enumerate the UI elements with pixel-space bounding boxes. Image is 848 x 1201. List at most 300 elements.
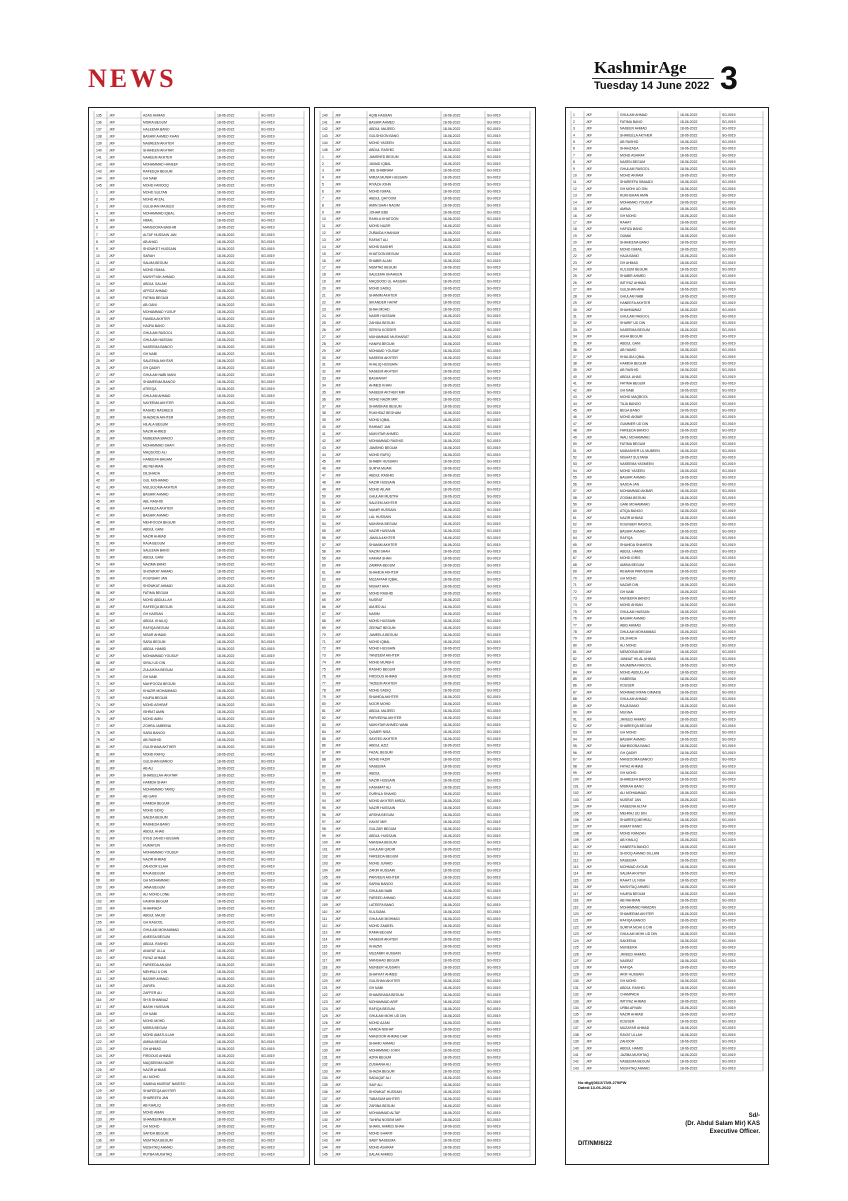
row-code: SG-0019	[722, 737, 736, 742]
id-number: JKF	[335, 715, 342, 720]
row-code: SG-0019	[261, 492, 275, 497]
table-row	[320, 979, 530, 984]
row-date: 18-06-2022	[680, 327, 698, 332]
row-date: 18-06-2022	[443, 896, 461, 901]
id-number: JKF	[335, 729, 342, 734]
table-row	[571, 355, 763, 360]
table-row	[571, 643, 763, 648]
table-row	[94, 640, 304, 645]
applicant-name: NAZIR AHMAD	[620, 1012, 644, 1017]
row-date: 18-06-2022	[217, 324, 235, 329]
table-row	[571, 200, 763, 205]
serial-number: 94	[322, 799, 326, 804]
table-row	[320, 813, 530, 818]
applicant-name: SALEEMA BANO	[143, 548, 170, 553]
id-number: JKF	[109, 625, 116, 630]
table-row	[320, 958, 530, 963]
id-number: JKF	[586, 677, 593, 682]
serial-number: 133	[96, 1117, 102, 1122]
serial-number: 84	[96, 773, 100, 778]
applicant-name: ABDUL GANI	[143, 555, 164, 560]
row-date: 18-06-2022	[680, 972, 698, 977]
table-row	[94, 1005, 304, 1010]
table-row	[320, 1055, 530, 1060]
id-number: JKF	[109, 913, 116, 918]
serial-number: 50	[96, 534, 100, 539]
serial-number: 30	[322, 355, 326, 360]
applicant-name: JAMILA AKHTER	[369, 535, 396, 540]
row-date: 18-06-2022	[443, 577, 461, 582]
applicant-name: AMJED ALI	[369, 605, 387, 610]
applicant-name: FATIMA BEGUM	[143, 590, 169, 595]
row-code: SG-0019	[722, 475, 736, 480]
row-code: SG-0019	[261, 309, 275, 314]
applicant-name: SAKEENA	[620, 938, 637, 943]
id-number: JKF	[586, 421, 593, 426]
row-code: SG-0019	[487, 1034, 501, 1039]
serial-number: 29	[573, 301, 577, 306]
applicant-name: MUSHTAQ AHMAD	[143, 1145, 173, 1150]
applicant-name: RASHEDA BANO	[143, 822, 170, 827]
applicant-name: AB AHAD	[143, 239, 158, 244]
table-row	[571, 214, 763, 219]
row-date: 18-06-2022	[680, 650, 698, 655]
table-row	[571, 570, 763, 575]
row-date: 18-06-2022	[443, 563, 461, 568]
id-number: JKF	[586, 381, 593, 386]
row-code: SG-0019	[487, 501, 501, 506]
row-date: 18-06-2022	[443, 1117, 461, 1122]
serial-number: 13	[573, 193, 577, 198]
serial-number: 20	[96, 324, 100, 329]
table-row	[320, 439, 530, 444]
serial-number: 35	[96, 429, 100, 434]
serial-number: 128	[573, 965, 579, 970]
row-date: 18-06-2022	[217, 1089, 235, 1094]
table-row	[94, 198, 304, 203]
applicant-name: ABDUL KHALIQ	[143, 618, 168, 623]
table-row	[571, 167, 763, 172]
row-code: SG-0019	[487, 307, 501, 312]
applicant-name: GH RASOOL	[143, 920, 164, 925]
row-code: SG-0019	[487, 383, 501, 388]
applicant-name: MOHD AMIN	[143, 717, 163, 722]
serial-number: 88	[96, 801, 100, 806]
row-code: SG-0019	[487, 1069, 501, 1074]
id-number: JKF	[335, 397, 342, 402]
serial-number: 10	[96, 253, 100, 258]
table-row	[571, 113, 763, 118]
serial-number: 62	[96, 618, 100, 623]
applicant-name: ABDUL MAJID	[143, 913, 166, 918]
applicant-name: ZOOMA BEGUM	[620, 495, 646, 500]
row-code: SG-0019	[487, 175, 501, 180]
table-row	[94, 598, 304, 603]
row-code: SG-0019	[722, 166, 736, 171]
row-code: SG-0019	[261, 120, 275, 125]
serial-number: 103	[96, 906, 102, 911]
table-row	[571, 872, 763, 877]
row-date: 18-06-2022	[443, 1076, 461, 1081]
serial-number: 58	[96, 590, 100, 595]
table-row	[571, 133, 763, 138]
applicant-name: NAZIR AHMAD	[143, 1068, 167, 1073]
applicant-name: KHALIDA IQBAL	[620, 354, 646, 359]
row-code: SG-0019	[722, 831, 736, 836]
id-number: JKF	[586, 415, 593, 420]
row-code: SG-0019	[261, 134, 275, 139]
row-code: SG-0019	[487, 231, 501, 236]
table-row	[320, 737, 530, 742]
table-row	[320, 626, 530, 631]
table-row	[94, 1152, 304, 1157]
serial-number: 77	[322, 681, 326, 686]
row-code: SG-0019	[722, 542, 736, 547]
id-number: JKF	[586, 1026, 593, 1031]
id-number: JKF	[335, 785, 342, 790]
serial-number: 13	[96, 274, 100, 279]
serial-number: 105	[96, 920, 102, 925]
id-number: JKF	[335, 189, 342, 194]
applicant-name: HAJIRA BEGUM	[143, 899, 169, 904]
table-row	[571, 892, 763, 897]
row-date: 18-06-2022	[680, 603, 698, 608]
row-code: SG-0019	[487, 729, 501, 734]
row-code: SG-0019	[261, 864, 275, 869]
row-code: SG-0019	[487, 341, 501, 346]
applicant-name: MUKHTAR AHMED WANI	[369, 722, 409, 727]
serial-number: 61	[322, 570, 326, 575]
row-code: SG-0019	[261, 857, 275, 862]
id-number: JKF	[109, 976, 116, 981]
row-code: SG-0019	[722, 824, 736, 829]
row-code: SG-0019	[722, 885, 736, 890]
table-row	[320, 598, 530, 603]
id-number: JKF	[586, 254, 593, 259]
serial-number: 20	[322, 286, 326, 291]
table-row	[94, 268, 304, 273]
serial-number: 56	[322, 535, 326, 540]
serial-number: 40	[96, 464, 100, 469]
row-code: SG-0019	[487, 404, 501, 409]
id-number: JKF	[335, 570, 342, 575]
table-row	[571, 986, 763, 991]
serial-number: 137	[573, 1026, 579, 1031]
serial-number: 136	[322, 1090, 328, 1095]
serial-number: 12	[573, 186, 577, 191]
serial-number: 139	[573, 1039, 579, 1044]
id-number: JKF	[335, 528, 342, 533]
row-code: SG-0019	[261, 331, 275, 336]
applicant-name: NASEN BEGUM	[620, 160, 646, 165]
row-date: 18-06-2022	[217, 787, 235, 792]
serial-number: 20	[573, 240, 577, 245]
serial-number: 75	[322, 667, 326, 672]
table-row	[571, 227, 763, 232]
table-row	[320, 654, 530, 659]
id-number: JKF	[109, 478, 116, 483]
row-code: SG-0019	[261, 1096, 275, 1101]
row-code: SG-0019	[487, 958, 501, 963]
table-row	[571, 717, 763, 722]
row-date: 18-06-2022	[680, 885, 698, 890]
row-code: SG-0019	[722, 905, 736, 910]
row-date: 18-06-2022	[217, 990, 235, 995]
row-code: SG-0019	[261, 590, 275, 595]
table-row	[571, 737, 763, 742]
table-row	[320, 550, 530, 555]
serial-number: 7	[322, 196, 324, 201]
row-date: 18-06-2022	[680, 703, 698, 708]
row-date: 18-06-2022	[680, 737, 698, 742]
row-date: 18-06-2022	[217, 513, 235, 518]
id-number: JKF	[335, 757, 342, 762]
row-date: 18-06-2022	[217, 1026, 235, 1031]
row-date: 18-06-2022	[217, 394, 235, 399]
row-date: 18-06-2022	[680, 240, 698, 245]
applicant-name: SHAKIL AHMED SHAH	[369, 1124, 405, 1129]
table-row	[94, 738, 304, 743]
row-code: SG-0019	[722, 220, 736, 225]
serial-number: 107	[322, 889, 328, 894]
applicant-name: NAHEEM AKHTER	[143, 155, 173, 160]
row-code: SG-0019	[722, 502, 736, 507]
table-row	[320, 758, 530, 763]
id-number: JKF	[109, 632, 116, 637]
serial-number: 14	[573, 200, 577, 205]
table-row	[320, 834, 530, 839]
applicant-name: RAHAT	[620, 220, 632, 225]
applicant-name: AB RASHID	[620, 139, 639, 144]
serial-number: 54	[96, 562, 100, 567]
row-code: SG-0019	[261, 555, 275, 560]
serial-number: 127	[573, 958, 579, 963]
row-date: 18-06-2022	[217, 927, 235, 932]
row-code: SG-0019	[487, 238, 501, 243]
serial-number: 53	[573, 462, 577, 467]
row-code: SG-0019	[722, 1032, 736, 1037]
row-date: 18-06-2022	[680, 643, 698, 648]
row-code: SG-0019	[261, 1019, 275, 1024]
table-row	[571, 576, 763, 581]
applicant-name: BASHIR AHMAD	[143, 492, 169, 497]
row-code: SG-0019	[487, 1076, 501, 1081]
row-code: SG-0019	[487, 764, 501, 769]
table-row	[571, 664, 763, 669]
row-code: SG-0019	[487, 903, 501, 908]
applicant-name: HABEEBA	[620, 677, 637, 682]
applicant-name: SURIYA MOHI U DIN	[620, 925, 653, 930]
row-date: 18-06-2022	[443, 383, 461, 388]
serial-number: 96	[573, 750, 577, 755]
applicant-name: SHAKEELAH AKHTAR	[143, 773, 178, 778]
row-date: 18-06-2022	[217, 443, 235, 448]
applicant-name: MUNEER HUSSAIN	[369, 965, 400, 970]
id-number: JKF	[335, 307, 342, 312]
notice-column-3	[565, 107, 769, 1165]
applicant-name: SHAREEQA BEGUM	[620, 724, 653, 729]
applicant-name: HAJRA BEGUM	[143, 696, 168, 701]
row-code: SG-0019	[261, 197, 275, 202]
row-code: SG-0019	[487, 868, 501, 873]
serial-number: 91	[96, 822, 100, 827]
row-date: 18-06-2022	[680, 435, 698, 440]
applicant-name: SAJIDA JAN	[620, 482, 640, 487]
row-date: 18-06-2022	[443, 944, 461, 949]
table-row	[571, 1006, 763, 1011]
row-date: 18-06-2022	[217, 653, 235, 658]
row-date: 18-06-2022	[443, 930, 461, 935]
applicant-name: NASRAT	[620, 958, 634, 963]
applicant-name: RAFIQA BEGUM	[143, 625, 169, 630]
applicant-name: AQIB HASSAN	[369, 113, 392, 118]
table-row	[94, 212, 304, 217]
id-number: JKF	[109, 169, 116, 174]
table-row	[571, 422, 763, 427]
applicant-name: MOHD RAFIQ	[369, 452, 391, 457]
applicant-name: NASEEM AKHTER	[369, 937, 398, 942]
applicant-name: MOHD MAQBOOL	[620, 395, 649, 400]
applicant-name: SHOWKET HUSSAIN	[143, 246, 177, 251]
serial-number: 47	[322, 473, 326, 478]
id-number: JKF	[586, 388, 593, 393]
row-date: 18-06-2022	[680, 287, 698, 292]
id-number: JKF	[335, 556, 342, 561]
applicant-name: MOHD SADIQ	[369, 286, 391, 291]
table-row	[571, 657, 763, 662]
serial-number: 72	[573, 589, 577, 594]
id-number: JKF	[109, 534, 116, 539]
row-date: 18-06-2022	[680, 952, 698, 957]
row-code: SG-0019	[722, 368, 736, 373]
applicant-name: MISRA BEGUM	[143, 1026, 167, 1031]
id-number: JKF	[586, 280, 593, 285]
id-number: JKF	[109, 218, 116, 223]
serial-number: 54	[322, 522, 326, 527]
serial-number: 111	[96, 962, 102, 967]
table-row	[571, 120, 763, 125]
table-row	[571, 939, 763, 944]
id-number: JKF	[335, 1027, 342, 1032]
serial-number: 30	[573, 307, 577, 312]
table-row	[94, 408, 304, 413]
id-number: JKF	[109, 513, 116, 518]
id-number: JKF	[586, 891, 593, 896]
id-number: JKF	[109, 583, 116, 588]
row-code: SG-0019	[722, 294, 736, 299]
row-code: SG-0019	[487, 196, 501, 201]
serial-number: 92	[96, 829, 100, 834]
table-row	[571, 690, 763, 695]
row-date: 18-06-2022	[443, 715, 461, 720]
row-date: 18-06-2022	[217, 317, 235, 322]
id-number: JKF	[109, 955, 116, 960]
row-code: SG-0019	[487, 757, 501, 762]
row-date: 18-06-2022	[217, 843, 235, 848]
row-code: SG-0019	[261, 780, 275, 785]
serial-number: 87	[96, 794, 100, 799]
applicant-name: BEGA BANO	[620, 408, 640, 413]
table-row	[571, 254, 763, 259]
table-row	[571, 328, 763, 333]
id-number: JKF	[335, 411, 342, 416]
serial-number: 46	[322, 466, 326, 471]
applicant-name: AB RAHMAN	[620, 898, 641, 903]
row-code: SG-0019	[487, 688, 501, 693]
applicant-name: MUGNA	[620, 710, 633, 715]
row-code: SG-0019	[722, 764, 736, 769]
row-code: SG-0019	[722, 247, 736, 252]
applicant-name: SARAH	[143, 253, 155, 258]
row-date: 18-06-2022	[217, 745, 235, 750]
id-number: JKF	[335, 778, 342, 783]
table-row	[571, 791, 763, 796]
applicant-name: GHULAM NABI MANI	[143, 373, 176, 378]
row-code: SG-0019	[722, 596, 736, 601]
table-row	[320, 300, 530, 305]
row-date: 18-06-2022	[443, 334, 461, 339]
serial-number: 113	[96, 976, 102, 981]
applicant-name: MOHAMMAD ALTAF	[369, 1110, 401, 1115]
table-row	[320, 1139, 530, 1144]
table-row	[94, 844, 304, 849]
table-row	[94, 324, 304, 329]
table-row	[320, 508, 530, 513]
row-date: 18-06-2022	[443, 875, 461, 880]
row-code: SG-0019	[261, 731, 275, 736]
id-number: JKF	[586, 932, 593, 937]
table-row	[94, 1138, 304, 1143]
id-number: JKF	[586, 482, 593, 487]
id-number: JKF	[586, 979, 593, 984]
row-code: SG-0019	[722, 468, 736, 473]
row-date: 18-06-2022	[443, 605, 461, 610]
applicant-name: NUSRAT	[369, 598, 383, 603]
table-row	[320, 1069, 530, 1074]
applicant-name: SHAMEEMA BEGUM	[143, 1117, 176, 1122]
row-code: SG-0019	[722, 341, 736, 346]
applicant-name: SAFIDA BEGUM	[143, 1131, 169, 1136]
table-row	[320, 938, 530, 943]
applicant-name: MISRAH BANO	[620, 784, 644, 789]
row-date: 18-06-2022	[443, 653, 461, 658]
table-row	[94, 836, 304, 841]
row-code: SG-0019	[722, 858, 736, 863]
row-date: 18-06-2022	[217, 1103, 235, 1108]
table-row	[320, 1007, 530, 1012]
applicant-name: SHAREEQ MEHRAJ	[620, 818, 652, 823]
applicant-name: MUMTAZA BEGUM	[143, 1138, 173, 1143]
applicant-name: KHAZIR MOHAMMAD	[143, 689, 177, 694]
serial-number: 84	[573, 670, 577, 675]
serial-number: 73	[322, 653, 326, 658]
table-row	[94, 1103, 304, 1108]
table-row	[571, 603, 763, 608]
applicant-name: MOHD AKHTER MIRZA	[369, 799, 406, 804]
applicant-name: ABDUL MAJEED	[369, 709, 395, 714]
row-date: 18-06-2022	[217, 1040, 235, 1045]
applicant-name: HAJRA BANO	[143, 324, 165, 329]
row-date: 18-06-2022	[217, 1075, 235, 1080]
row-date: 18-06-2022	[217, 731, 235, 736]
id-number: JKF	[335, 1062, 342, 1067]
serial-number: 118	[322, 965, 328, 970]
page-header	[0, 0, 848, 104]
applicant-name: SHAREEFA JAN	[143, 1096, 169, 1101]
applicant-name: SHAMSHAD BEGUM	[369, 404, 402, 409]
serial-number: 34	[96, 422, 100, 427]
row-code: SG-0019	[261, 1103, 275, 1108]
